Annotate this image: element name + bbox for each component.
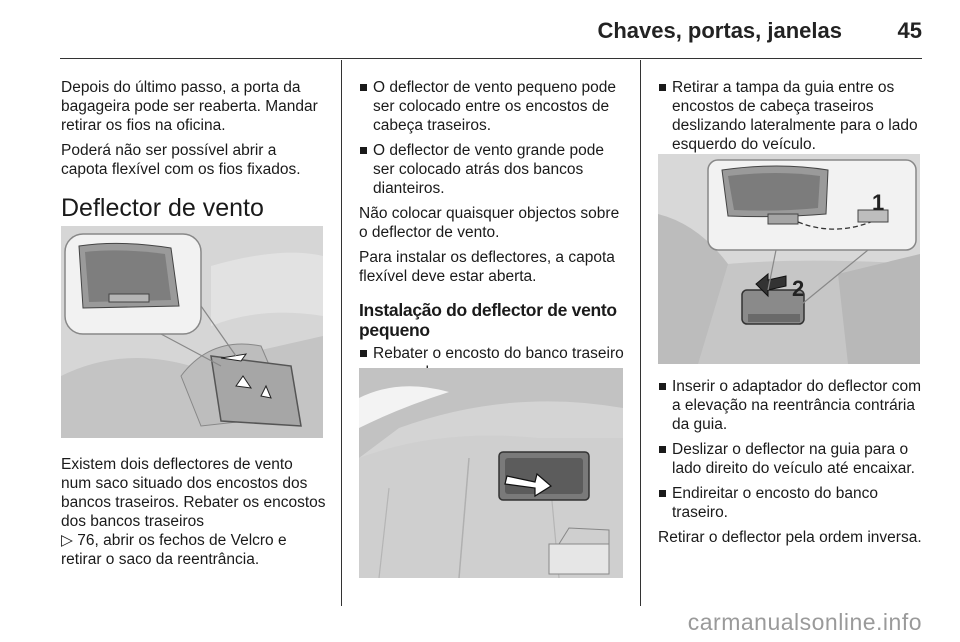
page-reference[interactable] bbox=[61, 532, 287, 568]
paragraph: Retirar o deflector pela ordem inversa. bbox=[658, 529, 922, 546]
bullet-square-icon bbox=[360, 350, 367, 357]
list-item bbox=[658, 377, 924, 434]
list-item-text: O deflector de vento grande pode ser colocado atrás dos bancos dianteiros. bbox=[373, 142, 604, 197]
page-number: 45 bbox=[897, 18, 922, 43]
list-item-text: Retirar a tampa da guia entre os encostos de cabeça traseiros deslizando lateralmente para o lado esquerdo do veículo. bbox=[672, 79, 918, 153]
paragraph bbox=[61, 455, 327, 569]
bullet-square-icon bbox=[659, 383, 666, 390]
list-item-text: Endireitar o encosto do banco traseiro. bbox=[672, 485, 878, 521]
paragraph-text: Existem dois deflectores de vento num saco situado dos encostos dos bancos traseiros. Rebater os encostos dos bancos traseiros bbox=[61, 456, 326, 530]
list-item bbox=[359, 141, 627, 198]
column-1-lower bbox=[61, 455, 327, 569]
list-item bbox=[658, 78, 920, 154]
column-3 bbox=[658, 78, 920, 160]
bullet-square-icon bbox=[659, 84, 666, 91]
subsection-heading: Instalação do deflector de vento pequeno bbox=[359, 300, 617, 340]
callout-label-1: 1 bbox=[872, 190, 885, 215]
watermark: carmanualsonline.info bbox=[687, 609, 922, 635]
bullet-square-icon bbox=[360, 84, 367, 91]
figure-rear-seat-guide bbox=[359, 368, 623, 578]
paragraph: Poderá não ser possível abrir a capota flexível com os fios fixados. bbox=[61, 142, 301, 178]
section-heading: Deflector de vento bbox=[61, 194, 264, 222]
header-rule bbox=[60, 58, 922, 59]
paragraph: Não colocar quaisquer objectos sobre o deflector de vento. bbox=[359, 205, 620, 241]
list-item-text: O deflector de vento pequeno pode ser colocado entre os encostos de cabeça traseiros. bbox=[373, 79, 617, 134]
figure-wind-deflector-bag bbox=[61, 226, 323, 438]
list-item bbox=[359, 78, 627, 135]
bullet-square-icon bbox=[360, 147, 367, 154]
bullet-square-icon bbox=[659, 490, 666, 497]
reference-text: 76, abrir os fechos de Velcro e retirar o saco da reentrância. bbox=[61, 532, 287, 568]
reference-arrow-icon: ▷ bbox=[61, 532, 73, 549]
column-3-lower bbox=[658, 377, 924, 553]
list-item-text: Inserir o adaptador do deflector com a elevação na reentrância contrária da guia. bbox=[672, 378, 921, 433]
paragraph: Depois do último passo, a porta da bagageira pode ser reaberta. Mandar retirar os fios na oficina. bbox=[61, 79, 318, 134]
column-divider-2 bbox=[640, 60, 641, 606]
list-item bbox=[658, 484, 924, 522]
figure-guide-cover-removal bbox=[658, 154, 920, 364]
bullet-square-icon bbox=[659, 446, 666, 453]
callout-label-2: 2 bbox=[792, 276, 805, 301]
column-1 bbox=[61, 78, 327, 239]
header-title: Chaves, portas, janelas bbox=[597, 18, 842, 43]
list-item bbox=[658, 440, 924, 478]
paragraph: Para instalar os deflectores, a capota flexível deve estar aberta. bbox=[359, 249, 615, 285]
list-item-text: Rebater o encosto do banco traseiro bbox=[373, 345, 624, 362]
column-2 bbox=[359, 78, 627, 407]
column-divider-1 bbox=[341, 60, 342, 606]
list-item-text: Deslizar o deflector na guia para o lado direito do veículo até encaixar. bbox=[672, 441, 915, 477]
